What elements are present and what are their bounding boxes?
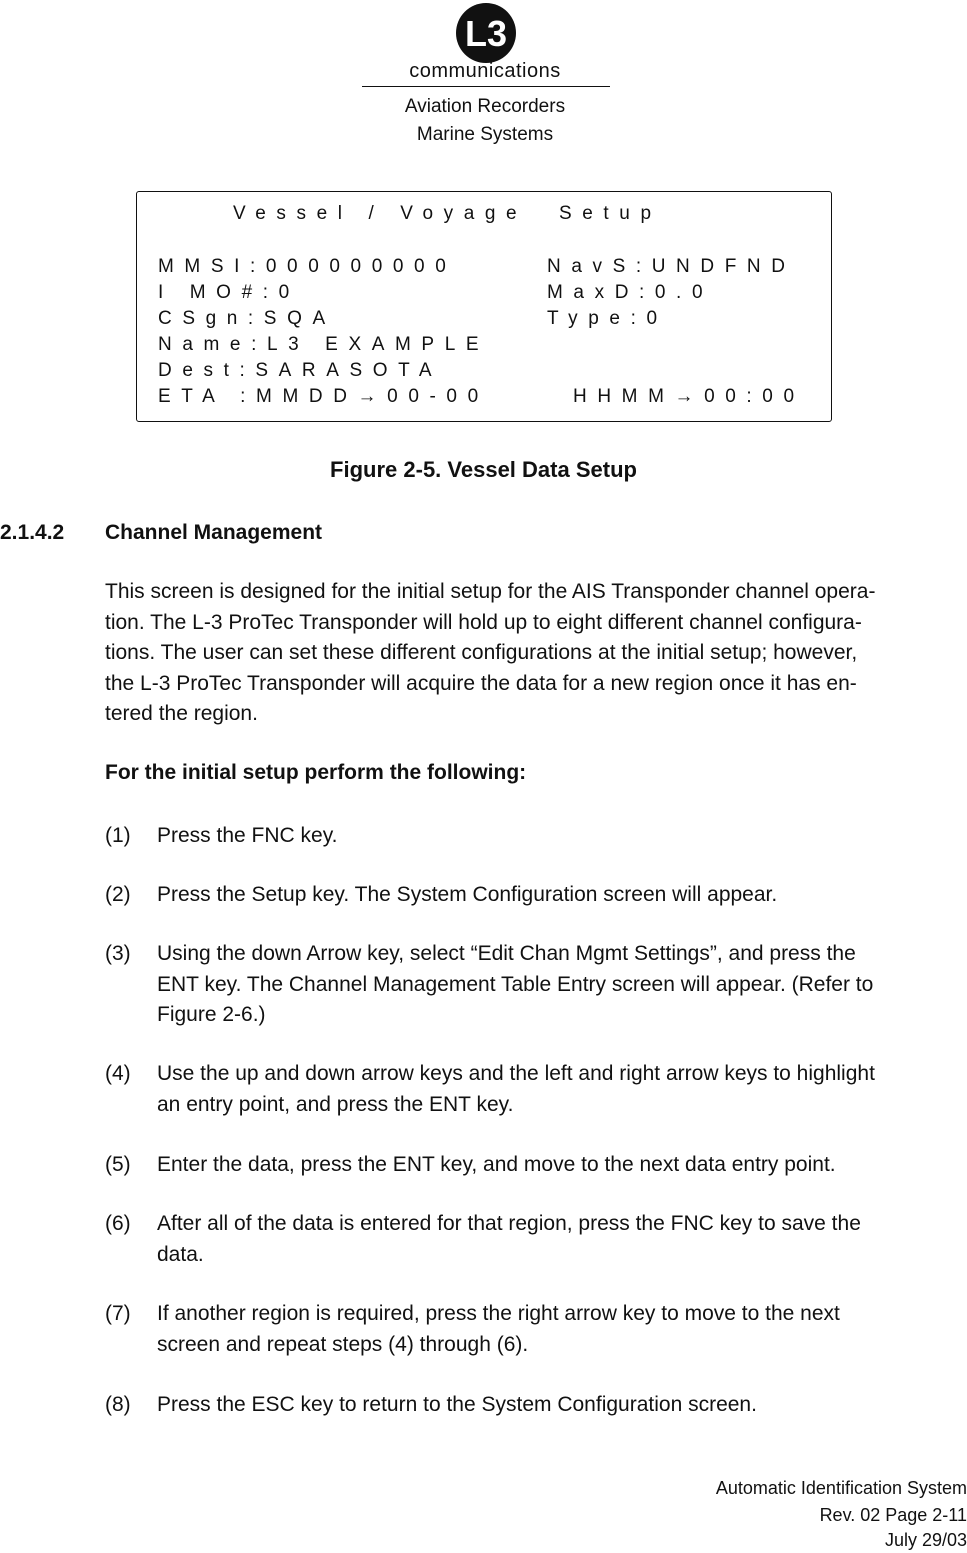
step-number: (2) [105, 883, 131, 906]
step-text: data. [157, 1242, 204, 1266]
step-number: (3) [105, 942, 131, 965]
footer-date: July 29/03 [884, 1530, 967, 1550]
step-number: (4) [105, 1062, 131, 1085]
logo-rule [362, 86, 610, 87]
l3-logo-icon [455, 2, 517, 64]
screen-row-eta: ETA :MMDD→00-00 [158, 386, 489, 407]
step-text: an entry point, and press the ENT key. [157, 1092, 514, 1116]
screen-row-dest: Dest:SARASOTA [158, 360, 443, 381]
step-text: ENT key. The Channel Management Table Entry screen will appear. (Refer to [157, 972, 874, 996]
procedure-lead: For the initial setup perform the following: [105, 761, 527, 784]
intro-line: tions. The user can set these different configurations at the initial setup; however, [105, 641, 858, 664]
screen-row-navs: NavS:UNDFND [547, 256, 796, 277]
step-number: (1) [105, 824, 131, 847]
vessel-setup-screen [136, 191, 832, 422]
section-number: 2.1.4.2 [0, 521, 65, 544]
step-number: (5) [105, 1153, 131, 1176]
intro-line: tion. The L-3 ProTec Transponder will hold up to eight different channel configura- [105, 610, 862, 634]
step-text: Enter the data, press the ENT key, and move to the next data entry point. [157, 1153, 836, 1176]
footer-revision: Rev. 02 Page 2-11 [819, 1505, 967, 1525]
header [340, 0, 630, 150]
screen-title: Vessel / Voyage Setup [233, 203, 662, 224]
screen-row-imo: I MO#:0 [158, 282, 300, 303]
screen-row-csgn: CSgn:SQA [158, 308, 336, 329]
header-line-1: Aviation Recorders [404, 96, 566, 117]
intro-paragraph [105, 577, 965, 730]
step-text: Use the up and down arrow keys and the left and right arrow keys to highlight [157, 1062, 875, 1085]
section-title: Channel Management [105, 521, 323, 544]
footer-doc-title: Automatic Identification System [715, 1478, 967, 1498]
header-line-2: Marine Systems [416, 124, 554, 145]
step-text: Figure 2-6.) [157, 1003, 266, 1026]
intro-line: tered the region. [105, 702, 258, 725]
step-number: (6) [105, 1212, 131, 1235]
intro-line: the L-3 ProTec Transponder will acquire the data for a new region once it has en- [105, 671, 857, 695]
step-text: After all of the data is entered for that region, press the FNC key to save the [157, 1212, 861, 1235]
logo-mark: L3 [464, 13, 508, 54]
screen-row-type: Type:0 [547, 308, 668, 329]
screen-row-maxd: MaxD:0.0 [547, 282, 714, 303]
step-text: Using the down Arrow key, select “Edit Chan Mgmt Settings”, and press the [157, 942, 856, 965]
screen-row-mmsi: MMSI:000000000 [158, 256, 457, 277]
screen-row-name: Name:L3 EXAMPLE [158, 334, 490, 355]
logo-text: communications [409, 60, 561, 82]
step-text: Press the ESC key to return to the System Configuration screen. [157, 1393, 757, 1416]
screen-row-hhmm: HHMM→00:00 [573, 386, 805, 407]
step-number: (7) [105, 1302, 131, 1325]
step-text: Press the FNC key. [157, 824, 338, 847]
step-text: If another region is required, press the right arrow key to move to the next [157, 1302, 840, 1325]
figure-caption: Figure 2-5. Vessel Data Setup [330, 457, 637, 482]
step-text: Press the Setup key. The System Configuration screen will appear. [157, 883, 778, 906]
step-text: screen and repeat steps (4) through (6). [157, 1332, 529, 1356]
step-number: (8) [105, 1393, 131, 1416]
intro-line: This screen is designed for the initial setup for the AIS Transponder channel opera- [105, 580, 876, 603]
